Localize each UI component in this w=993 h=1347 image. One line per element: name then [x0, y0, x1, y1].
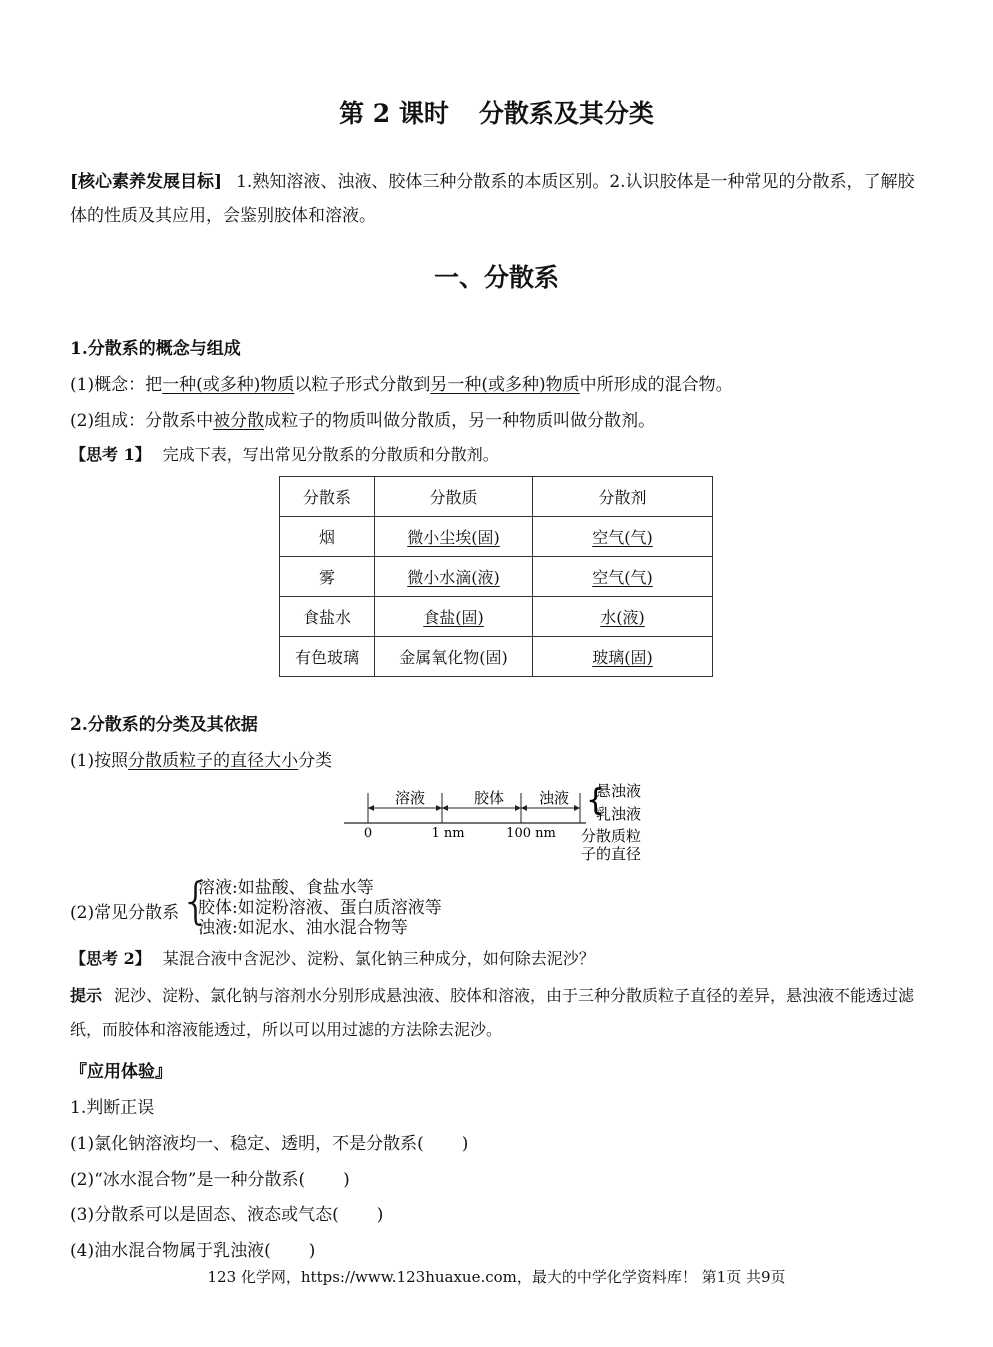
apply-heading: 『应用体验』	[70, 1062, 172, 1082]
axis-label: 分散质粒	[581, 827, 642, 845]
tick-label: 100 nm	[506, 826, 556, 841]
table-row	[280, 637, 713, 677]
table-row	[280, 517, 713, 557]
table-cell	[375, 597, 533, 637]
blank-answer: 分散质粒子的直径大小	[128, 751, 299, 771]
true-false-item	[70, 1200, 383, 1225]
classify-heading: 2.分散系的分类及其依据	[70, 715, 258, 735]
sub-label: 乳浊液	[596, 805, 642, 823]
think-text: 某混合液中含泥沙、淀粉、氯化钠三种成分，如何除去泥沙？	[162, 949, 595, 968]
hint-answer	[70, 979, 920, 1047]
lesson-number: 第 2 课时	[339, 99, 449, 128]
table-row	[280, 557, 713, 597]
table-header: 分散剂	[533, 477, 713, 517]
list-item: 浊液:如泥水、油水混合物等	[198, 918, 408, 938]
blank-answer: 微小尘埃(固)	[407, 528, 500, 547]
concept-composition	[70, 406, 655, 431]
true-false-item	[70, 1129, 468, 1154]
hint-tag: 提示	[70, 986, 103, 1005]
blank-answer: 玻璃(固)	[592, 648, 653, 667]
tick-label: 1 nm	[431, 826, 465, 841]
text: (1)按照	[70, 751, 129, 771]
classify-basis	[70, 746, 332, 771]
true-false-item	[70, 1236, 315, 1261]
axis-label: 子的直径	[581, 845, 642, 863]
common-systems-label: (2)常见分散系	[70, 903, 180, 923]
think-question-1	[70, 442, 499, 465]
think-tag: 【思考 2】	[70, 949, 151, 968]
list-item: 胶体:如淀粉溶液、蛋白质溶液等	[198, 898, 442, 918]
common-systems-list	[198, 878, 442, 938]
blank-answer: 水(液)	[600, 608, 645, 627]
tick-label: 0	[363, 826, 373, 841]
hint-text: 泥沙、淀粉、氯化钠与溶剂水分别形成悬浊液、胶体和溶液，由于三种分散质粒子直径的差异，悬浊液不能透过滤纸，而胶体和溶液能透过，所以可以用过滤的方法除去泥沙。	[70, 986, 915, 1039]
table-cell	[533, 597, 713, 637]
think-text: 完成下表，写出常见分散系的分散质和分散剂。	[162, 445, 499, 464]
text: 中所形成的混合物。	[579, 375, 733, 395]
item-text: )	[343, 1170, 350, 1190]
table-header: 分散系	[280, 477, 375, 517]
text: 成粒子的物质叫做分散质，另一种物质叫做分散剂。	[264, 411, 656, 431]
true-false-item	[70, 1165, 350, 1190]
section-heading: 一、分散系	[433, 263, 559, 292]
table-cell	[533, 557, 713, 597]
text: 分类	[298, 751, 333, 771]
table-cell	[533, 517, 713, 557]
brace: {	[180, 872, 212, 930]
goals-tag: [核心素养发展目标]	[70, 172, 223, 192]
blank-answer: 微小水滴(液)	[407, 568, 500, 587]
dispersion-table	[279, 476, 713, 677]
segment-label: 浊液	[538, 789, 570, 807]
table-cell: 有色玻璃	[280, 637, 375, 677]
page-footer: 123 化学网，https://www.123huaxue.com，最大的中学化学资料库！ 第1页 共9页	[207, 1268, 786, 1286]
page-title	[0, 94, 993, 130]
table-header-row	[280, 477, 713, 517]
goals-text: 1.熟知溶液、浊液、胶体三种分散系的本质区别。2.认识胶体是一种常见的分散系，了解胶体的性质及其应用，会鉴别胶体和溶液。	[70, 172, 915, 226]
item-text: (3)分散系可以是固态、液态或气态(	[70, 1205, 339, 1225]
lesson-topic: 分散系及其分类	[478, 99, 654, 128]
text: 以粒子形式分散到	[294, 375, 431, 395]
blank-answer: 另一种(或多种)物质	[430, 375, 580, 395]
item-text: )	[376, 1205, 384, 1225]
text: (2)组成：分散系中	[70, 411, 214, 431]
list-item: 溶液:如盐酸、食盐水等	[198, 878, 374, 898]
table-cell	[375, 517, 533, 557]
table-row	[280, 597, 713, 637]
segment-label: 溶液	[394, 789, 426, 807]
item-text: (1)氯化钠溶液均一、稳定、透明，不是分散系(	[70, 1134, 424, 1154]
table-cell	[375, 557, 533, 597]
concept-definition	[70, 370, 733, 395]
table-cell: 食盐水	[280, 597, 375, 637]
think-tag: 【思考 1】	[70, 445, 151, 464]
blank-answer: 空气(气)	[592, 568, 653, 587]
apply-subheading: 1.判断正误	[70, 1098, 155, 1118]
core-goals	[70, 165, 930, 233]
table-header: 分散质	[375, 477, 533, 517]
blank-answer: 空气(气)	[592, 528, 653, 547]
particle-size-diagram	[340, 780, 660, 870]
item-text: )	[461, 1134, 469, 1154]
concept-heading: 1.分散系的概念与组成	[70, 339, 241, 359]
table-cell: 金属氧化物(固)	[375, 637, 533, 677]
think-question-2	[70, 946, 595, 969]
table-cell: 雾	[280, 557, 375, 597]
sub-label: 悬浊液	[596, 782, 642, 800]
item-text: )	[308, 1241, 316, 1261]
table-cell	[533, 637, 713, 677]
segment-label: 胶体	[473, 789, 505, 807]
table-cell: 烟	[280, 517, 375, 557]
blank-answer: 食盐(固)	[423, 608, 484, 627]
blank-answer: 被分散	[213, 411, 265, 431]
item-text: (4)油水混合物属于乳浊液(	[70, 1241, 271, 1261]
brace: {	[586, 783, 606, 818]
item-text: (2)“冰水混合物”是一种分散系(	[70, 1170, 306, 1190]
blank-answer: 一种(或多种)物质	[162, 375, 295, 395]
text: (1)概念：把	[70, 375, 163, 395]
